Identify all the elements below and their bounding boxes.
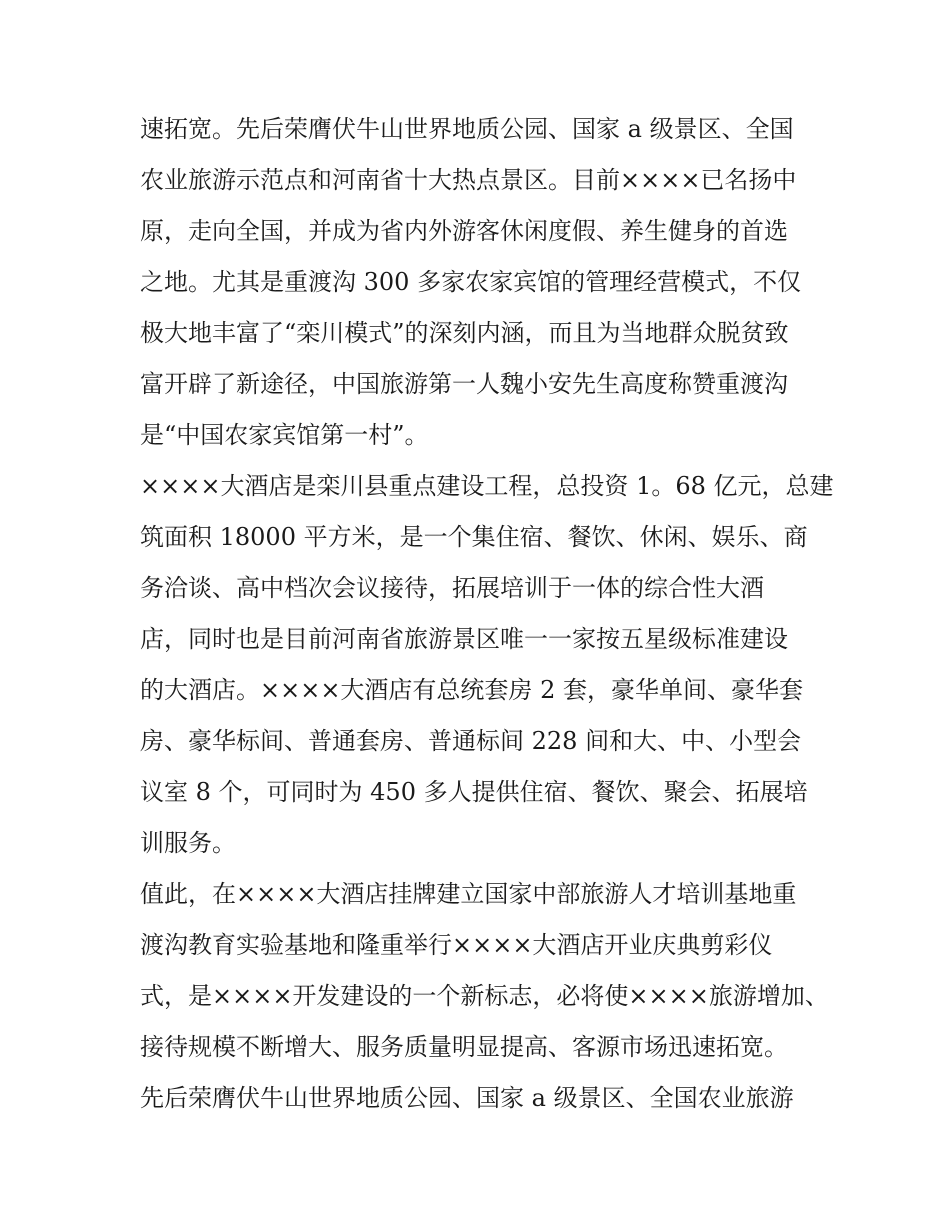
body-text [140, 104, 834, 1124]
text-line: 的大酒店。××××大酒店有总统套房 2 套，豪华单间、豪华套 [140, 676, 803, 704]
text-line: 值此，在××××大酒店挂牌建立国家中部旅游人才培训基地重 [140, 880, 797, 908]
text-line: 训服务。 [140, 829, 236, 857]
text-line: 议室 8 个，可同时为 450 多人提供住宿、餐饮、聚会、拓展培 [140, 778, 808, 806]
text-line: 接待规模不断增大、服务质量明显提高、客源市场迅速拓宽。 [140, 1033, 788, 1061]
text-line: 速拓宽。先后荣膺伏牛山世界地质公园、国家 a 级景区、全国 [140, 115, 794, 143]
text-line: 原，走向全国，并成为省内外游客休闲度假、养生健身的首选 [140, 217, 788, 245]
text-line: 式，是××××开发建设的一个新标志，必将使××××旅游增加、 [140, 982, 829, 1010]
text-line: 之地。尤其是重渡沟 300 多家农家宾馆的管理经营模式，不仅 [140, 268, 802, 296]
text-line: 筑面积 18000 平方米，是一个集住宿、餐饮、休闲、娱乐、商 [140, 523, 808, 551]
text-line: 房、豪华标间、普通套房、普通标间 228 间和大、中、小型会 [140, 727, 802, 755]
text-line: 务洽谈、高中档次会议接待，拓展培训于一体的综合性大酒 [140, 574, 764, 602]
text-line: 渡沟教育实验基地和隆重举行××××大酒店开业庆典剪彩仪 [140, 931, 773, 959]
text-line: ××××大酒店是栾川县重点建设工程，总投资 1。68 亿元，总建 [140, 472, 834, 500]
text-line: 店，同时也是目前河南省旅游景区唯一一家按五星级标准建设 [140, 625, 788, 653]
text-line: 极大地丰富了“栾川模式”的深刻内涵，而且为当地群众脱贫致 [140, 319, 789, 347]
text-line: 富开辟了新途径，中国旅游第一人魏小安先生高度称赞重渡沟 [140, 370, 788, 398]
text-line: 先后荣膺伏牛山世界地质公园、国家 a 级景区、全国农业旅游 [140, 1084, 794, 1112]
text-line: 是“中国农家宾馆第一村”。 [140, 421, 429, 449]
text-line: 农业旅游示范点和河南省十大热点景区。目前××××已名扬中 [140, 166, 797, 194]
